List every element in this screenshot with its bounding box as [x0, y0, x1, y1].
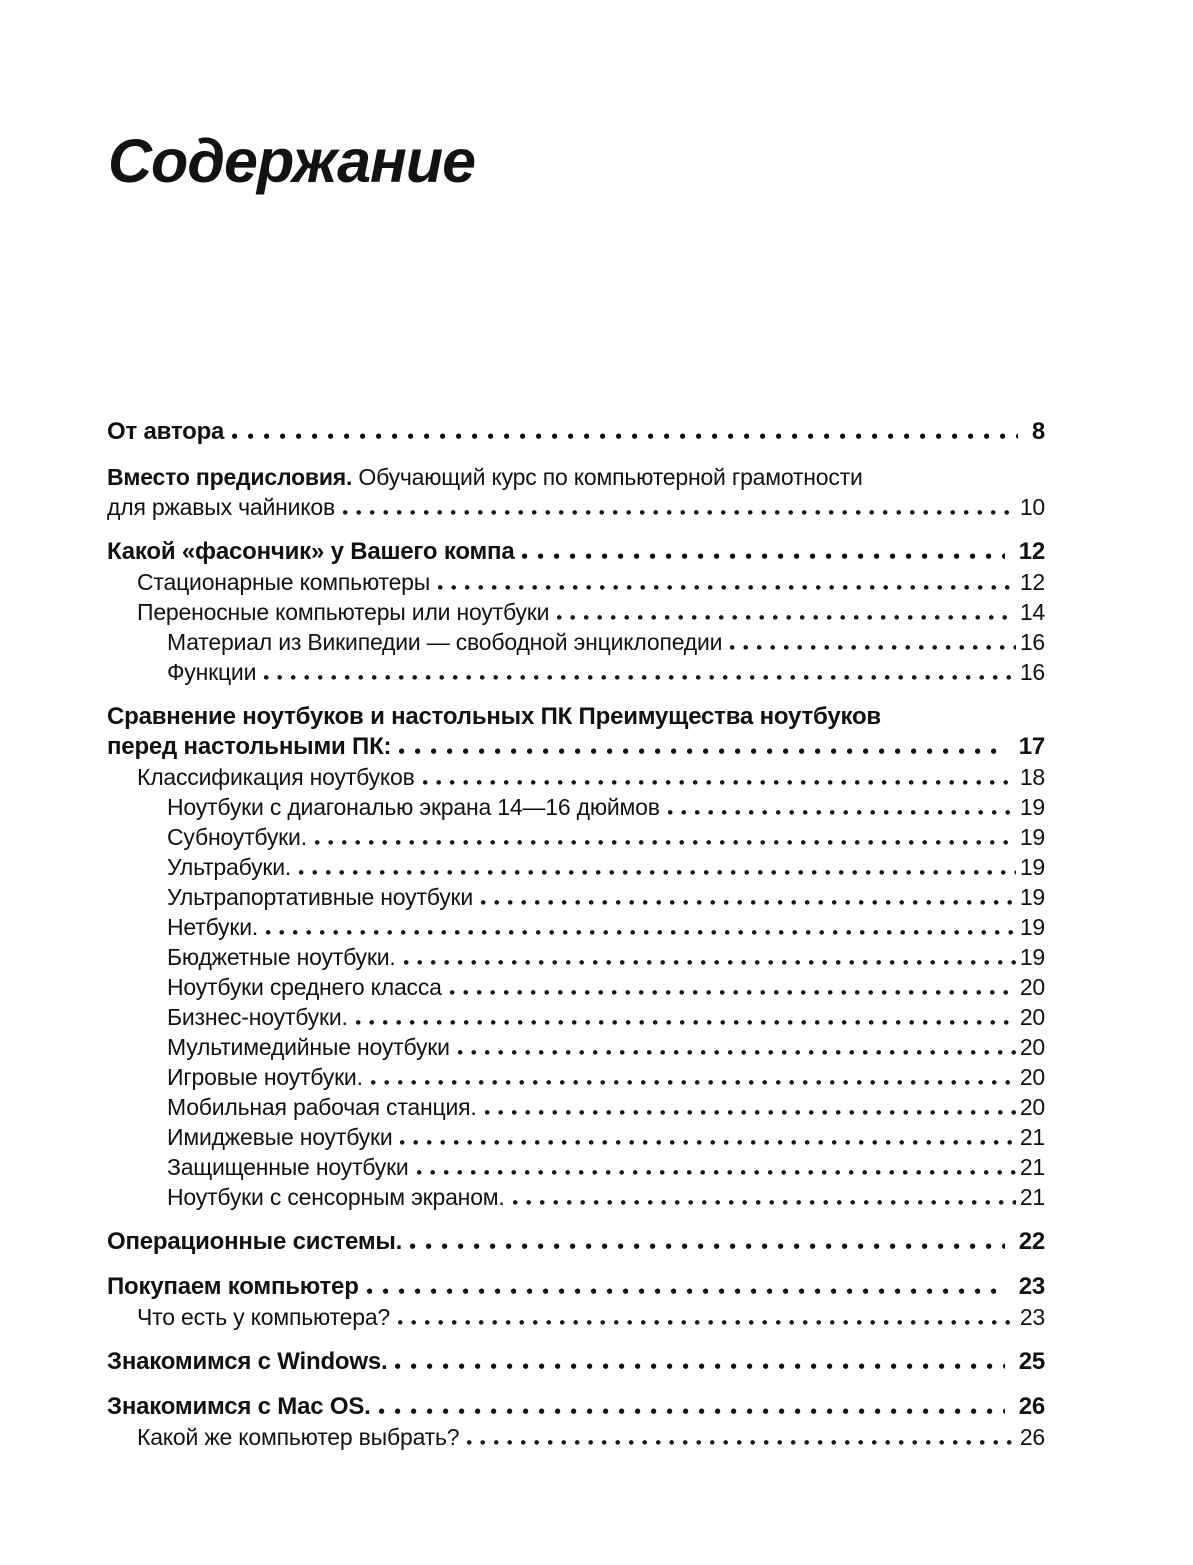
page-number: 23 — [1018, 1273, 1045, 1300]
leader-dots — [481, 899, 1016, 905]
toc-entry — [107, 537, 1045, 567]
toc-entry-line — [167, 1122, 1045, 1152]
toc-entry-label: Мультимедийные ноутбуки — [167, 1034, 450, 1060]
toc-entry-label: Вместо предисловия. Обучающий курс по компьютерной грамотности — [107, 464, 863, 490]
toc-entry-line — [167, 792, 1045, 822]
toc-entry — [107, 1227, 1045, 1257]
page-number: 23 — [1019, 1304, 1045, 1330]
toc-entry-label: Нетбуки. — [167, 914, 259, 940]
toc-entry-label: Переносные компьютеры или ноутбуки — [137, 599, 550, 625]
page-number: 19 — [1019, 794, 1045, 820]
leader-dots — [400, 1139, 1015, 1145]
page-number: 26 — [1019, 1424, 1045, 1450]
page-number: 19 — [1019, 914, 1045, 940]
toc-entry — [107, 702, 1045, 762]
leader-dots — [730, 644, 1016, 650]
toc-entry-line — [167, 1032, 1045, 1062]
toc-entry-label: Ноутбуки с сенсорным экраном. — [167, 1184, 505, 1210]
toc-entry-label: Знакомимся с Windows. — [107, 1348, 388, 1375]
leader-dots — [467, 1439, 1015, 1445]
page-number: 12 — [1019, 569, 1045, 595]
page-number: 17 — [1018, 733, 1045, 760]
leader-dots — [450, 989, 1016, 995]
toc-entry — [107, 822, 1045, 852]
leader-dots — [485, 1109, 1016, 1115]
toc-entry-label: Какой же компьютер выбрать? — [137, 1424, 460, 1450]
toc-entry-label: Мобильная рабочая станция. — [167, 1094, 477, 1120]
page-number: 20 — [1019, 974, 1045, 1000]
toc-entry-line — [167, 972, 1045, 1002]
page-number: 10 — [1019, 494, 1045, 520]
toc-entry — [107, 1062, 1045, 1092]
toc-entry — [107, 627, 1045, 657]
toc-entry-line — [167, 1062, 1045, 1092]
leader-dots — [417, 1169, 1016, 1175]
leader-dots — [557, 614, 1016, 620]
toc-entry-label: Сравнение ноутбуков и настольных ПК Преимущества ноутбуков — [107, 703, 881, 730]
toc-list — [107, 402, 1045, 1452]
toc-entry — [107, 1302, 1045, 1332]
leader-dots — [266, 929, 1016, 935]
toc-entry-label: Какой «фасончик» у Вашего компа — [107, 538, 515, 565]
toc-entry-label: перед настольными ПК: — [107, 733, 392, 760]
toc-entry-line — [167, 822, 1045, 852]
page-number: 19 — [1019, 824, 1045, 850]
toc-entry — [107, 1422, 1045, 1452]
toc-entry-line — [167, 912, 1045, 942]
toc-entry — [107, 762, 1045, 792]
toc-entry-label: Знакомимся с Mac OS. — [107, 1393, 371, 1420]
toc-entry-label: Что есть у компьютера? — [137, 1304, 391, 1330]
leader-dots — [343, 509, 1016, 515]
toc-entry — [107, 1032, 1045, 1062]
toc-entry-label: Покупаем компьютер — [107, 1273, 359, 1300]
toc-entry-label: Ноутбуки среднего класса — [167, 974, 442, 1000]
toc-entry-label: Операционные системы. — [107, 1228, 403, 1255]
leader-dots — [522, 553, 1004, 559]
toc-entry-line — [167, 1152, 1045, 1182]
toc-entry-label: Субноутбуки. — [167, 824, 307, 850]
toc-entry-label: для ржавых чайников — [107, 494, 335, 520]
toc-entry — [107, 972, 1045, 1002]
page-number: 18 — [1019, 764, 1045, 790]
page-number: 22 — [1018, 1228, 1045, 1255]
toc-entry-line — [167, 1002, 1045, 1032]
leader-dots — [399, 748, 1004, 754]
page-number: 16 — [1019, 629, 1045, 655]
toc-entry — [107, 1122, 1045, 1152]
toc-entry-line — [167, 852, 1045, 882]
page-number: 20 — [1019, 1034, 1045, 1060]
page-number: 19 — [1019, 884, 1045, 910]
toc-entry-label: Ультрабуки. — [167, 854, 292, 880]
page-number: 21 — [1019, 1154, 1045, 1180]
toc-entry-label: Бюджетные ноутбуки. — [167, 944, 396, 970]
leader-dots — [379, 1408, 1005, 1414]
toc-entry — [107, 1092, 1045, 1122]
leader-dots — [264, 674, 1016, 680]
page-number: 20 — [1019, 1064, 1045, 1090]
toc-entry-line — [107, 1272, 1045, 1302]
page-number: 25 — [1018, 1348, 1045, 1375]
leader-dots — [356, 1019, 1016, 1025]
toc-entry-line — [107, 1392, 1045, 1422]
leader-dots — [668, 809, 1016, 815]
toc-entry — [107, 1272, 1045, 1302]
toc-entry-label: Ультрапортативные ноутбуки — [167, 884, 474, 910]
page-number: 20 — [1019, 1094, 1045, 1120]
toc-entry-line — [137, 762, 1045, 792]
toc-entry-line — [167, 1092, 1045, 1122]
toc-entry-line — [167, 1182, 1045, 1212]
toc-entry — [107, 942, 1045, 972]
toc-entry — [107, 1182, 1045, 1212]
toc-entry-line — [137, 597, 1045, 627]
leader-dots — [232, 433, 1018, 439]
toc-entry-line — [107, 492, 1045, 522]
toc-entry — [107, 657, 1045, 687]
toc-entry-label: Материал из Википедии — свободной энциклопедии — [167, 629, 723, 655]
leader-dots — [398, 1319, 1016, 1325]
toc-entry-label: Классификация ноутбуков — [137, 764, 415, 790]
toc-entry-line — [107, 702, 1045, 732]
page-number: 26 — [1018, 1393, 1045, 1420]
toc-entry-line — [167, 882, 1045, 912]
leader-dots — [438, 584, 1016, 590]
page-title: Содержание — [108, 127, 476, 195]
page-number: 8 — [1031, 418, 1045, 445]
toc-entry-line — [137, 1422, 1045, 1452]
leader-dots — [315, 839, 1016, 845]
page-number: 21 — [1019, 1184, 1045, 1210]
leader-dots — [404, 959, 1016, 965]
toc-entry — [107, 597, 1045, 627]
toc-entry-line — [137, 1302, 1045, 1332]
toc-entry — [107, 1392, 1045, 1422]
toc-entry-line — [107, 417, 1045, 447]
toc-entry — [107, 567, 1045, 597]
toc-entry-line — [107, 462, 1045, 492]
leader-dots — [395, 1363, 1004, 1369]
toc-entry-label: От автора — [107, 418, 225, 445]
toc-entry — [107, 462, 1045, 522]
toc-entry-line — [167, 627, 1045, 657]
page-number: 14 — [1019, 599, 1045, 625]
page-number: 20 — [1019, 1004, 1045, 1030]
toc-entry-line — [107, 1347, 1045, 1377]
toc-entry — [107, 882, 1045, 912]
toc-entry-label: Функции — [167, 659, 257, 685]
leader-dots — [299, 869, 1016, 875]
toc-entry — [107, 1002, 1045, 1032]
page-number: 19 — [1019, 944, 1045, 970]
toc-entry — [107, 417, 1045, 447]
toc-entry-line — [107, 537, 1045, 567]
toc-entry-label: Имиджевые ноутбуки — [167, 1124, 393, 1150]
toc-entry — [107, 1152, 1045, 1182]
leader-dots — [423, 779, 1016, 785]
leader-dots — [371, 1079, 1016, 1085]
toc-entry — [107, 1347, 1045, 1377]
page-number: 21 — [1019, 1124, 1045, 1150]
page-number: 16 — [1019, 659, 1045, 685]
toc-entry — [107, 792, 1045, 822]
toc-entry-line — [167, 657, 1045, 687]
page-number: 19 — [1019, 854, 1045, 880]
toc-entry — [107, 852, 1045, 882]
toc-entry-label: Игровые ноутбуки. — [167, 1064, 363, 1090]
toc-entry-label: Бизнес-ноутбуки. — [167, 1004, 348, 1030]
page-number: 12 — [1018, 538, 1045, 565]
toc-entry-label: Стационарные компьютеры — [137, 569, 431, 595]
toc-entry — [107, 912, 1045, 942]
leader-dots — [458, 1049, 1016, 1055]
toc-entry-line — [167, 942, 1045, 972]
leader-dots — [513, 1199, 1016, 1205]
leader-dots — [367, 1288, 1005, 1294]
toc-entry-label: Ноутбуки с диагональю экрана 14—16 дюймов — [167, 794, 660, 820]
toc-entry-line — [107, 732, 1045, 762]
toc-entry-line — [107, 1227, 1045, 1257]
leader-dots — [410, 1243, 1005, 1249]
toc-entry-line — [137, 567, 1045, 597]
toc-entry-label: Защищенные ноутбуки — [167, 1154, 409, 1180]
